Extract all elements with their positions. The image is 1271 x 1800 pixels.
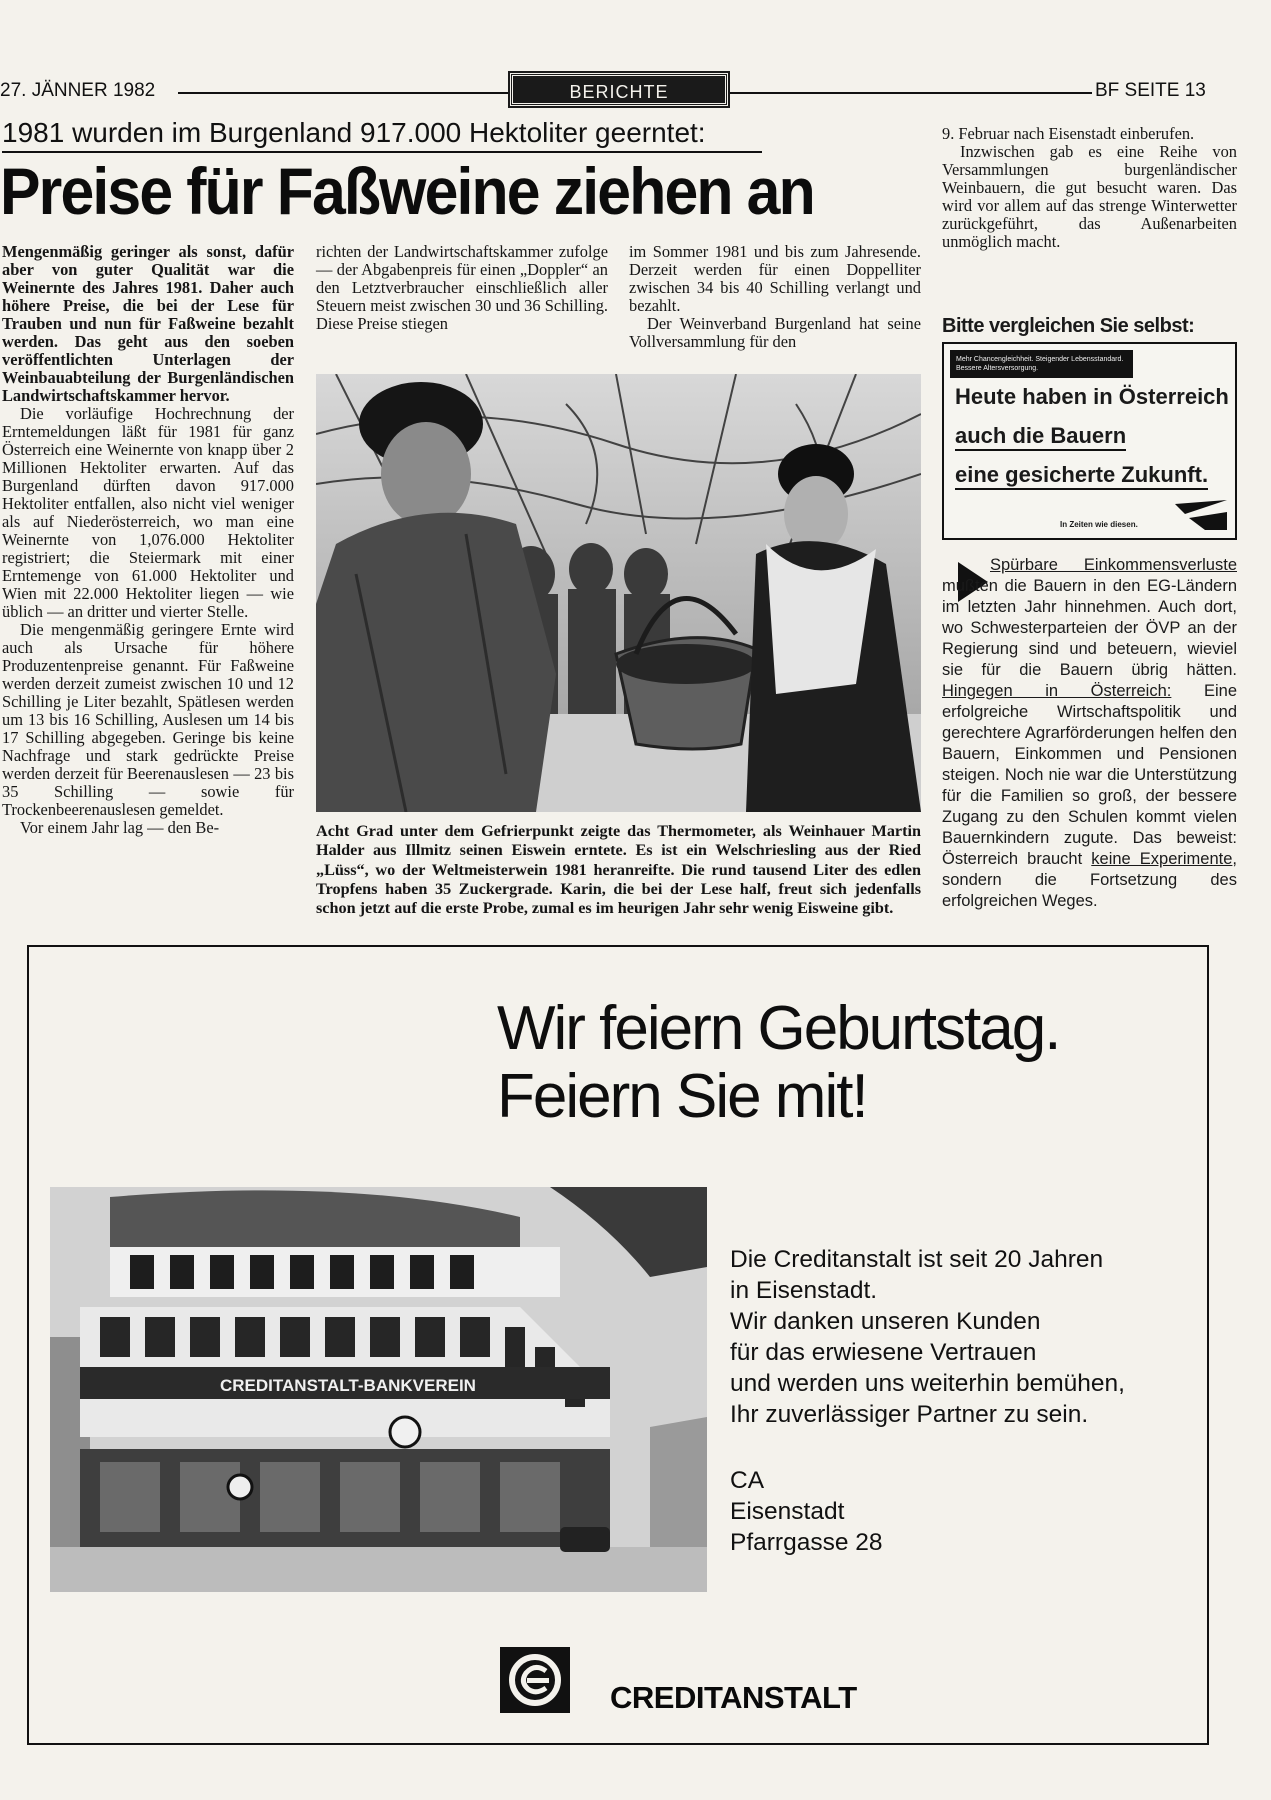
creditanstalt-logo-icon xyxy=(500,1647,570,1713)
bank-building-photo xyxy=(50,1187,707,1592)
sidebar-ad-line-2: auch die Bauern xyxy=(955,423,1126,451)
bank-sign-text: CREDITANSTALT-BANKVEREIN xyxy=(220,1376,476,1395)
article-headline: Preise für Faßweine ziehen an xyxy=(0,154,814,228)
bank-ad-title-line-2: Feiern Sie mit! xyxy=(497,1062,867,1131)
article-column-3 xyxy=(629,243,921,351)
ice-wine-harvest-photo xyxy=(316,374,921,812)
bank-ad-body-line: Wir danken unseren Kunden xyxy=(730,1308,1041,1335)
article-paragraph: Vor einem Jahr lag — den Be- xyxy=(20,818,220,837)
article-paragraph: Der Weinverband Burgenland hat seine Vollversammlung für den xyxy=(629,314,921,351)
bank-ad-body-line: Die Creditanstalt ist seit 20 Jahren xyxy=(730,1246,1104,1273)
article-paragraph: 9. Februar nach Eisenstadt einberufen. xyxy=(942,124,1195,143)
issue-date: 27. JÄNNER 1982 xyxy=(0,80,156,101)
bank-ad-body-line: für das erwiesene Vertrauen xyxy=(730,1339,1037,1366)
sidebar-ad-line-3: eine gesicherte Zukunft. xyxy=(955,462,1208,490)
bank-building-illustration xyxy=(50,1187,707,1592)
sidebar-ad-title: Bitte vergleichen Sie selbst: xyxy=(942,315,1195,337)
article-lead: Mengenmäßig geringer als sonst, dafür aber von guter Qualität war die Weinernte des Jahres 1981. Daher auch höhere Preise, die bei der Lese für Trauben und nun für Faßweine bezahlt werden. Das geht aus den soeben veröffentlichten Unterlagen der Weinbauabteilung der Burgenländischen Landwirtschaftskammer hervor. xyxy=(2,242,294,405)
bank-ad-title xyxy=(497,995,1217,1131)
bank-sign-logo-icon xyxy=(390,1417,420,1447)
bank-ad-address-line: Pfarrgasse 28 xyxy=(730,1529,883,1556)
sidebar-ad-text-e: keine Experimente xyxy=(1091,850,1233,868)
bank-ad-body-line: und werden uns weiterhin bemühen, xyxy=(730,1370,1125,1397)
bank-ad-address xyxy=(730,1465,1030,1558)
party-logo-icon xyxy=(1175,500,1227,530)
article-paragraph: richten der Landwirtschaftskammer zufolge — der Abgabenpreis für einen „Doppler“ an den Letztverbraucher einschließlich aller Steuern meist zwischen 30 und 36 Schilling. Diese Preise stiegen xyxy=(316,242,608,333)
sidebar-ad-text-c: Hingegen in Österreich: xyxy=(942,682,1172,700)
sidebar-ad-text xyxy=(942,555,1237,912)
sidebar-ad-line-1: Heute haben in Österreich xyxy=(955,384,1229,409)
bank-ad-body-line: Ihr zuverlässiger Partner zu sein. xyxy=(730,1401,1089,1428)
bank-ad-address-line: CA xyxy=(730,1467,765,1494)
article-kicker: 1981 wurden im Burgenland 917.000 Hektoliter geerntet: xyxy=(2,117,762,153)
sidebar-ad-text-a: Spürbare Einkommensverluste xyxy=(990,556,1237,574)
bank-ad-address-line: Eisenstadt xyxy=(730,1498,845,1525)
sidebar-ad-bar: Mehr Chancengleichheit. Steigender Lebensstandard. Bessere Altersversorgung. xyxy=(950,350,1133,378)
photo-caption: Acht Grad unter dem Gefrierpunkt zeigte das Thermometer, als Weinhauer Martin Halder aus Illmitz seinen Eiswein erntete. Es ist ein Welschriesling aus der Ried „Lüss“, wo der Weltmeisterwein 1981 heranreifte. Die rund tausend Liter des edlen Tropfens haben 35 Zuckergrade. Karin, die bei der Lese half, freut sich jedenfalls schon jetzt auf die erste Probe, zumal es im heurigen Jahr sehr wenig Eisweine gibt. xyxy=(316,822,921,918)
article-paragraph: Die mengenmäßig geringere Ernte wird auch als Ursache für höhere Produzentenpreise genannt. Für Faßweine werden derzeit zumeist zwischen 10 und 12 Schilling je Liter bezahlt, Spätlesen werden um 13 bis 16 Schilling, Auslesen um 14 bis 17 Schilling abgegeben. Geringe bis keine Nachfrage und stark gedrückte Preise werden derzeit für Beerenauslesen — 23 bis 35 Schilling — sowie für Trockenbeerenauslesen gemeldet. xyxy=(2,620,294,819)
header-rule-right xyxy=(730,92,1092,94)
article-column-1 xyxy=(2,243,294,837)
header-rule-left xyxy=(178,92,508,94)
creditanstalt-wordmark: CREDITANSTALT xyxy=(610,1680,857,1715)
article-paragraph: Inzwischen gab es eine Reihe von Versammlungen burgenländischer Weinbauern, die gut besucht waren. Das wird vor allem auf das strenge Winterwetter zurückgeführt, das Außenarbeiten unmöglich macht. xyxy=(942,142,1237,251)
page-number: BF SEITE 13 xyxy=(1095,80,1206,101)
street-sign-icon xyxy=(228,1475,252,1499)
sidebar-ad-slogan: In Zeiten wie diesen. xyxy=(1060,520,1138,529)
bank-ad-title-line-1: Wir feiern Geburtstag. xyxy=(497,994,1060,1063)
bank-ad-body xyxy=(730,1244,1190,1430)
sidebar-ad-text-d: Eine erfolgreiche Wirtschaftspolitik und gerechtere Agrarförderungen helfen den Bauern, Einkommen und Pensionen steigen. Noch nie war die Unterstützung für die Familien so groß, der bessere Zugang zu den Schulen kommt vielen Bauernkindern zugute. Das beweist: Österreich braucht xyxy=(942,682,1238,868)
section-badge: BERICHTE xyxy=(510,73,728,106)
bank-ad-body-line: in Eisenstadt. xyxy=(730,1277,878,1304)
harvest-photo-illustration xyxy=(316,374,921,812)
parked-car xyxy=(560,1527,610,1552)
sidebar-ad-text-f: , sondern die Fortsetzung des erfolgreichen Weges. xyxy=(942,850,1237,910)
article-column-4 xyxy=(942,125,1237,251)
article-paragraph: im Sommer 1981 und bis zum Jahresende. Derzeit werden für einen Doppelliter zwischen 34 bis 40 Schilling verlangt und bezahlt. xyxy=(629,242,921,315)
sidebar-ad-text-b: mußten die Bauern in den EG-Ländern im letzten Jahr hinnehmen. Auch dort, wo Schwesterparteien der ÖVP an der Regierung sind und beteuern, wieviel sie für die Bauern übrig hätten. xyxy=(942,577,1237,679)
article-paragraph: Die vorläufige Hochrechnung der Erntemeldungen läßt für 1981 für ganz Österreich eine Weinernte von knapp über 2 Millionen Hektoliter erwarten. Auf das Burgenland dürften davon 917.000 Hektoliter entfallen, also nicht viel weniger als auf Niederösterreich, wo man eine Weinernte von 1,076.000 Hektoliter registriert; die Steiermark mit einer Erntemenge von 61.000 Hektoliter und Wien mit 22.000 Hektoliter liegen — wie üblich — an dritter und vierter Stelle. xyxy=(2,404,294,621)
article-column-2 xyxy=(316,243,608,333)
